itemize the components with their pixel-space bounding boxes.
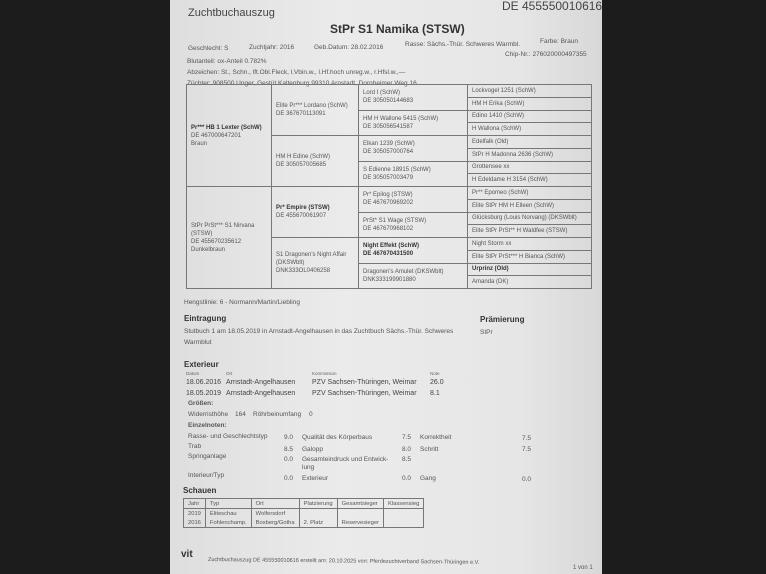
footer-text: Zuchtbuchauszug DE 455550010616 erstellt am: 20.10.2025 von: Pferdezuchtverband Sachsen-Thüringen e.V. (207, 557, 480, 566)
pedigree-cell: S Edienne 18915 (SchW) DE 305057003479 (359, 161, 468, 187)
cell: Arnstadt-Angelhausen (226, 390, 296, 397)
cell (337, 509, 383, 519)
pedigree-cell: Edelfalk (Old) (468, 136, 592, 149)
cell: 26.0 (430, 379, 444, 386)
note-value: 9.0 (284, 434, 294, 441)
pedigree-cell: PrSt* S1 Wage (STSW) DE 467670968102 (359, 212, 468, 238)
col-jahr: Jahr (184, 499, 206, 509)
note-value: 0.0 (522, 476, 532, 483)
cell: Eliteschau (205, 509, 251, 519)
eintragung-text-2: Warmblut (184, 339, 212, 346)
pedigree-cell: HM H Erika (SchW) (468, 97, 592, 110)
zuchtjahr: Zuchtjahr: 2016 (249, 44, 295, 51)
pedigree-cell: Glücksburg (Louis Norvang) (DKSWblt) (468, 212, 592, 225)
pedigree-cell: Pr* Empire (STSW) DE 455670061907 (272, 187, 359, 238)
note-value: 8.5 (284, 446, 294, 453)
doc-type: Zuchtbuchauszug (188, 7, 275, 19)
note-label: Schritt (420, 446, 439, 453)
note-value: 8.0 (402, 446, 412, 453)
pedigree-cell: HM H Wallone 5415 (SchW) DE 305056541587 (359, 110, 468, 136)
pedigree-cell: Dragonen's Amulet (DKSWblt) DNK333199901880 (359, 263, 468, 289)
widerristhoehe-label: Widerristhöhe (188, 411, 229, 418)
pedigree-table (186, 84, 592, 289)
pedigree-cell: Night Storm xx (468, 238, 592, 251)
note-label: Interieur/Typ (188, 472, 225, 479)
exterieur-heading: Exterieur (184, 360, 219, 369)
cell: 18.05.2019 (186, 390, 222, 397)
pedigree-cell: HM H Edine (SchW) DE 305057005685 (272, 136, 359, 187)
cell: Reservesieger (337, 518, 383, 528)
pedigree-cell: Lockvogel 1251 (SchW) (468, 85, 592, 98)
note-label: Rasse- und Geschlechtstyp (188, 433, 268, 440)
note-label: Gesamteindruck und Entwick- (302, 456, 389, 463)
note-value: 7.5 (522, 446, 532, 453)
ueln: DE 455550010616 (502, 0, 603, 13)
eintragung-heading: Eintragung (184, 314, 227, 323)
pedigree-cell: H Wallona (SchW) (468, 123, 592, 136)
cell: Arnstadt-Angelhausen (226, 379, 296, 386)
pedigree-cell: S1 Dragonen's Night Affair (DKSWblt) DNK333OL0406258 (272, 238, 359, 289)
geschlecht: Geschlecht: S (188, 45, 229, 52)
col-typ: Typ (205, 499, 251, 509)
pedigree-cell: Elite Pr*** Lordano (SchW) DE 367670113091 (272, 85, 359, 136)
cell: 18.06.2016 (186, 379, 222, 386)
note-value: 0.0 (402, 475, 412, 482)
note-label: Gang (420, 475, 436, 482)
pedigree-cell: Elkan 1239 (SchW) DE 305057000764 (359, 136, 468, 162)
pedigree-cell: StPr H Madonna 2636 (SchW) (468, 148, 592, 161)
cell: Wolfersdorf (251, 509, 299, 519)
dam-cell: StPr PrSt*** S1 Nirvana (STSW) DE 455670235612 Dunkelbraun (187, 187, 272, 289)
schauen-table (183, 498, 424, 528)
note-label: Korrektheit (420, 434, 452, 441)
note-value: 7.5 (402, 434, 412, 441)
cell (299, 509, 337, 519)
cell: 8.1 (430, 390, 440, 397)
table-row (184, 518, 424, 528)
praemierung-heading: Prämierung (480, 315, 525, 324)
einzelnoten-heading: Einzelnoten: (188, 422, 227, 429)
note-value: 7.5 (522, 435, 532, 442)
chip-nr: Chip-Nr.: 276020000497355 (505, 51, 587, 58)
pedigree-cell: Grottensee xx (468, 161, 592, 174)
table-row (184, 509, 424, 519)
col-klassensieg: Klassensieg (384, 499, 424, 509)
note-label: Trab (188, 443, 202, 450)
note-label-cont: lung (302, 464, 315, 471)
abzeichen: Abzeichen: St., Schn., lft.Obl.Fleck, l.Vbin.w., l.Hf.hoch unreg.w., r.Hfsl.w.,— (187, 69, 406, 76)
praemierung-value: StPr (480, 329, 493, 336)
note-label: Qualität des Körperbaus (302, 434, 373, 441)
note-value: 0.0 (284, 456, 294, 463)
cell: 2. Platz (299, 518, 337, 528)
col-kommission: Kommission (312, 371, 337, 376)
cell: PZV Sachsen-Thüringen, Weimar (312, 390, 417, 397)
col-ort: Ort (226, 371, 233, 376)
schauen-heading: Schauen (183, 486, 217, 495)
col-ort: Ort (251, 499, 299, 509)
pedigree-cell: H Edeldame H 3154 (SchW) (468, 174, 592, 187)
zuechter: Züchter: 908500 Unger, Gestüt Kaltenburg 99310 Arnstadt, Dornheimer Weg 16 (187, 80, 417, 87)
widerristhoehe-value: 164 (235, 411, 246, 418)
horse-title: StPr S1 Namika (STSW) (330, 22, 465, 36)
note-label: Galopp (302, 446, 323, 453)
note-label: Springanlage (188, 453, 227, 460)
roehrbein-label: Röhrbeinumfang (253, 411, 302, 418)
cell (384, 509, 424, 519)
vit-logo: vit (181, 549, 193, 560)
col-datum: Datum (186, 371, 200, 376)
pedigree-cell: Pr* Epilog (STSW) DE 467670969202 (359, 187, 468, 213)
sire-cell: Pr*** HB 1 Lexter (SchW) DE 467000647201 Braun (187, 85, 272, 187)
pedigree-cell: Lord I (SchW) DE 305050144683 (359, 85, 468, 111)
pedigree-cell: Pr** Epomeo (SchW) (468, 187, 592, 200)
farbe: Farbe: Braun (540, 38, 578, 45)
geb-datum: Geb.Datum: 28.02.2016 (314, 44, 384, 51)
pedigree-cell: Amanda (DK) (468, 276, 592, 289)
hengstlinie: Hengstlinie: 6 - Normann/Martin/Liebling (184, 299, 300, 306)
col-platzierung: Platzierung (299, 499, 337, 509)
blutanteil: Blutanteil: ox-Anteil 0.782% (187, 58, 267, 65)
cell: 2019 (184, 509, 206, 519)
cell: Fohlenchamp. (205, 518, 251, 528)
groessen-heading: Größen: (188, 400, 214, 407)
pedigree-cell: Elite StPr PrSt** H Waldfee (STSW) (468, 225, 592, 238)
col-gesamtsieger: Gesamtsieger (337, 499, 383, 509)
note-value: 8.5 (402, 456, 412, 463)
cell: PZV Sachsen-Thüringen, Weimar (312, 379, 417, 386)
cell (384, 518, 424, 528)
eintragung-text: Stutbuch 1 am 18.05.2019 in Arnstadt-Angelhausen in das Zuchtbuch Sächs.-Thür. Schweres (184, 328, 454, 335)
cell: 2016 (184, 518, 206, 528)
cell: Boxberg/Gotha (251, 518, 299, 528)
note-label: Exterieur (302, 475, 329, 482)
note-value: 0.0 (284, 475, 294, 482)
pedigree-cell: Elite StPr PrSt*** H Bianca (SchW) (468, 250, 592, 263)
pedigree-cell: Edino 1410 (SchW) (468, 110, 592, 123)
rasse: Rasse: Sächs.-Thür. Schweres Warmbl. (405, 41, 520, 48)
page-number: 1 von 1 (573, 565, 593, 571)
pedigree-cell: Urprinz (Old) (468, 263, 592, 276)
pedigree-cell: Night Effekt (SchW) DE 467670431500 (359, 238, 468, 264)
col-note: Note (430, 371, 440, 376)
pedigree-cell: Elite StPr HM H Elleen (SchW) (468, 199, 592, 212)
roehrbein-value: 0 (309, 411, 313, 418)
